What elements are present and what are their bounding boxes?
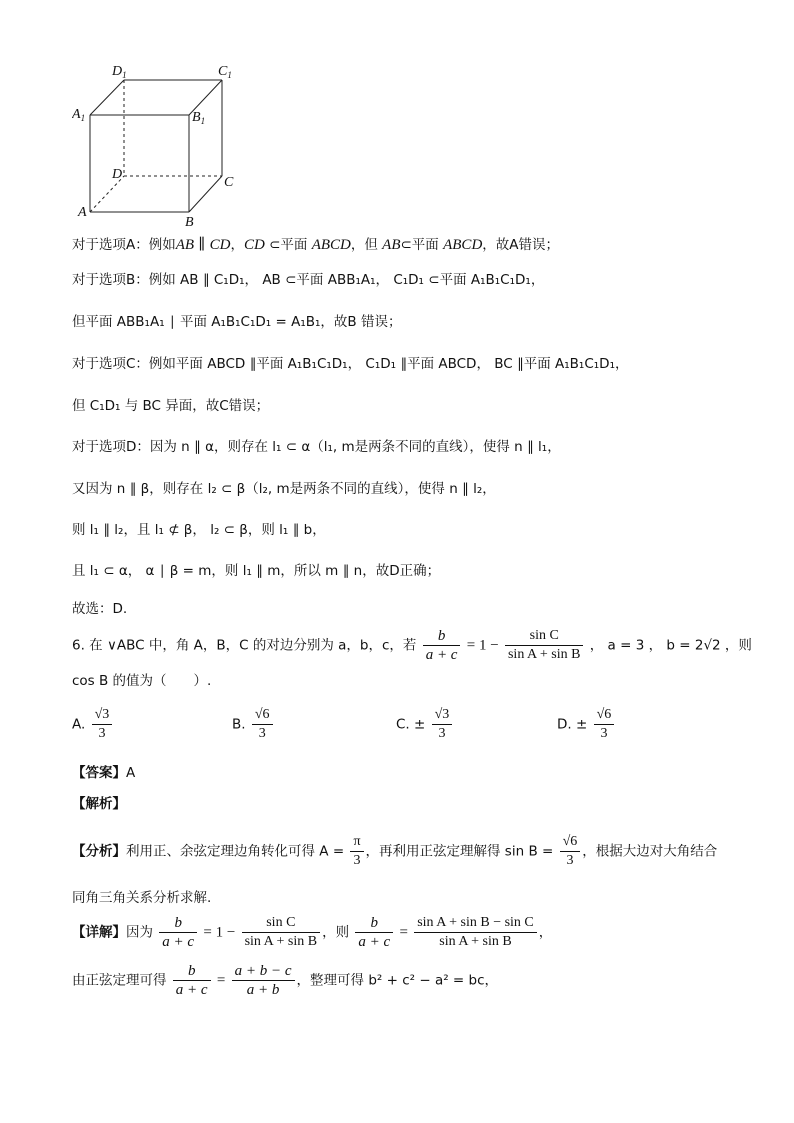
option-b-line-1: 对于选项B：例如 AB ∥ C₁D₁， AB ⊂平面 ABB₁A₁， C₁D₁ ⊂平面 A₁B₁C₁D₁， (72, 272, 545, 288)
analysis-tag: 【解析】 (72, 796, 126, 812)
fraction: $\frac{\text{sin C}}{\text{sin A + sin B}}$ (242, 915, 320, 950)
fraction: $\frac{\pi}{3}$ (350, 834, 363, 869)
math: AB (382, 237, 401, 253)
xiangjie-line-1 (72, 915, 552, 950)
math: AB (175, 237, 195, 253)
text: ，根据大边对大角结合 (582, 843, 718, 860)
q6-stem-line-1 (72, 628, 752, 663)
xiangjie-tag: 【详解】 (72, 924, 126, 941)
answer-tag: 【答案】 (72, 765, 126, 781)
label-a1: $A_1$ (72, 107, 86, 123)
text: ， a = 3 ， b = 2√2 ，则 (589, 637, 752, 654)
math: = (216, 972, 226, 989)
math: ABCD (311, 237, 351, 253)
math: ∥ (198, 237, 206, 253)
label-b: B (185, 215, 194, 230)
label-d1: $D_1$ (112, 64, 127, 80)
xiangjie-line-2 (72, 963, 498, 998)
fenxi-tag: 【分析】 (72, 843, 126, 860)
fraction: $\frac{\text{sin A + sin B − sin C}}{\text{sin A + sin B}}$ (414, 915, 537, 950)
choose-line: 故选：D. (72, 601, 128, 617)
answer-line (72, 763, 135, 783)
label-c1: $C_1$ (218, 64, 232, 80)
label-d: D (112, 167, 123, 182)
choice-sign: ± (414, 716, 426, 733)
text: ，整理可得 b² + c² − a² = bc， (296, 972, 499, 989)
text: ，故A错误； (482, 237, 560, 253)
option-d-line-4: 且 l₁ ⊂ α， α ∣ β = m，则 l₁ ∥ m，所以 m ∥ n，故D正确； (72, 563, 441, 579)
text: ，则 (322, 924, 350, 941)
option-a-line (72, 235, 559, 255)
text: ，但 (350, 237, 378, 253)
text: ， (230, 237, 244, 253)
text: ⊂平面 (400, 237, 439, 253)
choice-b[interactable] (232, 707, 275, 742)
choice-d[interactable] (557, 707, 616, 742)
fraction: $\frac{√6}{3}$ (560, 834, 581, 869)
fraction: $\frac{√3}{3}$ (432, 707, 453, 742)
option-b-line-2: 但平面 ABB₁A₁ ∣ 平面 A₁B₁C₁D₁ = A₁B₁，故B 错误； (72, 314, 402, 330)
text: ⊂平面 (269, 237, 308, 253)
choice-label: B. (232, 716, 246, 733)
fraction: $\frac{\text{sin C}}{\text{sin A + sin B}}$ (505, 628, 583, 663)
option-d-line-1: 对于选项D：因为 n ∥ α，则存在 l₁ ⊂ α（l₁, m是两条不同的直线），使得 n ∥ l₁， (72, 439, 561, 455)
fraction: $\frac{√6}{3}$ (594, 707, 615, 742)
choice-sign: ± (575, 716, 588, 733)
fraction: $\frac{√6}{3}$ (252, 707, 273, 742)
choice-label: C. (396, 716, 410, 733)
math: CD (209, 237, 231, 253)
choice-a[interactable] (72, 707, 114, 742)
analysis-line (72, 794, 126, 814)
text: 因为 (126, 924, 153, 941)
option-c-line-1: 对于选项C：例如平面 ABCD ∥平面 A₁B₁C₁D₁， C₁D₁ ∥平面 ABCD， BC ∥平面 A₁B₁C₁D₁， (72, 356, 629, 372)
option-d-line-3: 则 l₁ ∥ l₂，且 l₁ ⊄ β， l₂ ⊂ β，则 l₁ ∥ b， (72, 522, 326, 538)
text: 由正弦定理可得 (72, 972, 167, 989)
text: 利用正、余弦定理边角转化可得 A = (126, 843, 345, 860)
choice-label: D. (557, 716, 572, 733)
label-c: C (224, 175, 234, 190)
choice-c[interactable] (396, 707, 454, 742)
option-c-line-2: 但 C₁D₁ 与 BC 异面，故C错误； (72, 398, 270, 414)
choice-label: A. (72, 716, 86, 733)
math: ABCD (443, 237, 483, 253)
answer-value: A (126, 765, 136, 781)
cube-figure (72, 60, 252, 230)
text: 对于选项A：例如 (72, 237, 176, 253)
label-a: A (78, 205, 87, 220)
text: 6. 在 ∨ABC 中，角 A，B，C 的对边分别为 a，b，c，若 (72, 637, 417, 654)
option-d-line-2: 又因为 n ∥ β，则存在 l₂ ⊂ β（l₂, m是两条不同的直线），使得 n ∥ l₂， (72, 481, 496, 497)
fraction: $\frac{b}{a + c}$ (173, 963, 211, 998)
text: ，再利用正弦定理解得 sin B = (365, 843, 554, 860)
fraction: $\frac{a + b - c}{a + b}$ (232, 963, 295, 998)
math: = (399, 924, 408, 941)
fenxi-line-2: 同角三角关系分析求解. (72, 890, 212, 906)
fenxi-line-1 (72, 834, 717, 869)
fraction: $\frac{b}{a + c}$ (159, 915, 197, 950)
label-b1: $B_1$ (192, 110, 206, 126)
q6-stem-line-2: cos B 的值为（ ）. (72, 673, 212, 689)
math: = 1 − (203, 924, 236, 941)
fraction: $\frac{b}{a + c}$ (355, 915, 393, 950)
fraction: $\frac{√3}{3}$ (92, 707, 113, 742)
math: = 1 − (466, 637, 499, 654)
fraction: $\frac{b}{a + c}$ (423, 628, 461, 663)
edge-a1-d1 (90, 80, 124, 115)
edge-b-c (189, 176, 222, 212)
text: ， (538, 924, 553, 941)
math: CD (243, 237, 265, 253)
